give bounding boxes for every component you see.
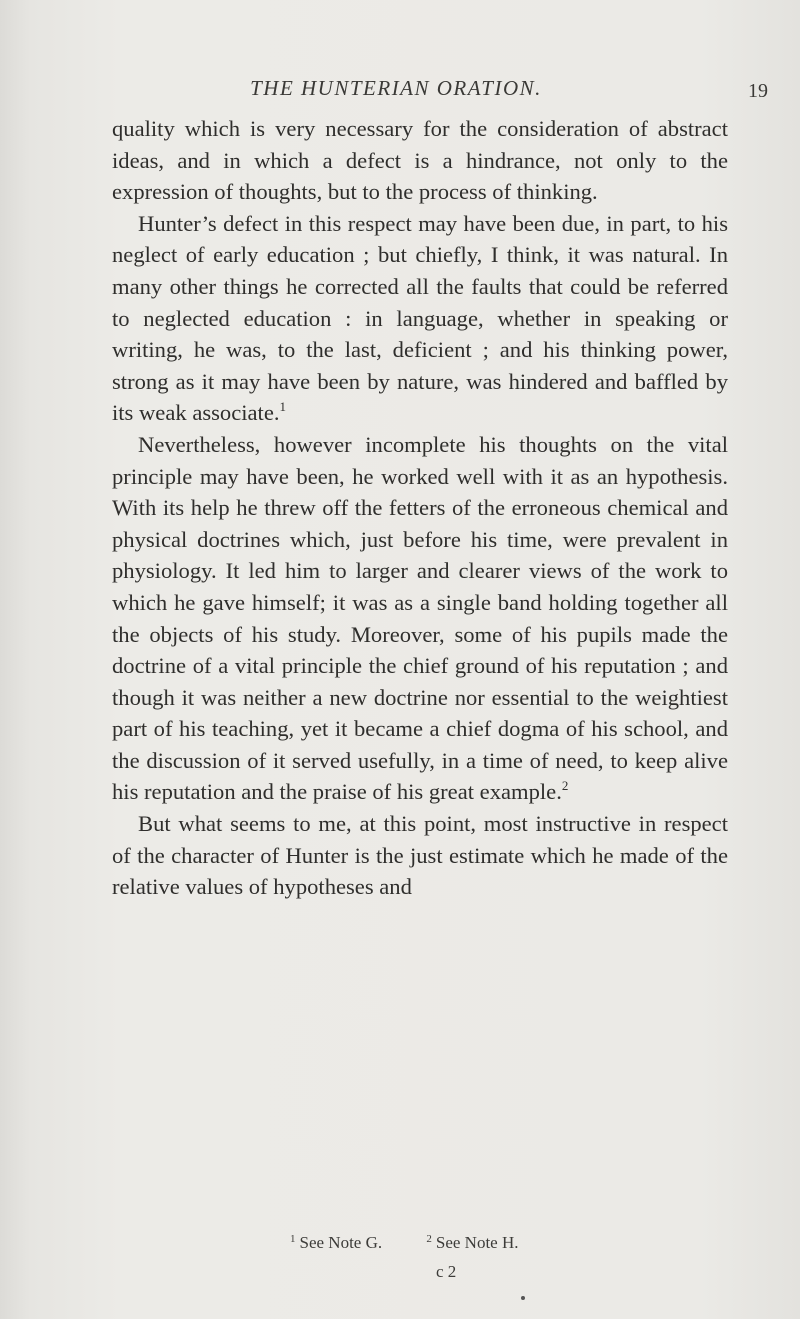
footnote-ref-2[interactable]: 2 (561, 778, 569, 794)
signature-mark: c 2 (436, 1262, 457, 1281)
paragraph-3 (112, 429, 728, 808)
paragraph-2 (112, 208, 728, 429)
footnote-1-text: See Note G. (299, 1233, 383, 1252)
footnote-2-text: See Note H. (435, 1233, 519, 1252)
paragraph-3-text: Nevertheless, however incomplete his thoughts on the vital principle may have been, he worked well with it as an hypothesis. With its help he threw off the fetters of the erroneous chemical and physical doctrines which, just before his time, were prevalent in physiology. It led him to larger and clearer views of the work to which he gave himself; it was as a single band holding together all the objects of his study. Moreover, some of his pupils made the doctrine of a vital principle the chief ground of his reputation ; and though it was neither a new doctrine nor essential to the weightiest part of his teaching, yet it became a chief dogma of his school, and the discussion of it served usefully, in a time of need, to keep alive his reputation and the praise of his great example. (112, 431, 728, 805)
footnote-2 (426, 1233, 518, 1253)
running-head: THE HUNTERIAN ORATION. (250, 76, 542, 100)
paragraph-2-text: Hunter’s defect in this respect may have been due, in part, to his neglect of early education ; but chiefly, I think, it was natural. In many other things he corrected all the faults that could be referred to neglected education : in language, whether in speaking or writing, he was, to the last, deficient ; and his thinking power, strong as it may have been by nature, was hindered and baffled by its weak associate. (112, 210, 728, 426)
page-number: 19 (748, 80, 768, 102)
footnote-1-number: 1 (290, 1233, 296, 1245)
footnote-2-number: 2 (426, 1233, 432, 1245)
paragraph-1 (112, 113, 728, 208)
paragraph-1-text: quality which is very necessary for the consideration of abstract ideas, and in which a defect is a hindrance, not only to the expression of thoughts, but to the process of thinking. (112, 116, 728, 205)
paragraph-4 (112, 808, 728, 903)
body-text (112, 113, 728, 903)
footnote-1 (290, 1233, 382, 1253)
footnote-ref-1[interactable]: 1 (279, 399, 287, 415)
footnotes (290, 1233, 690, 1253)
paragraph-4-text: But what seems to me, at this point, most instructive in respect of the character of Hunter is the just estimate which he made of the relative values of hypotheses and (112, 811, 728, 900)
ink-dot (521, 1296, 525, 1300)
